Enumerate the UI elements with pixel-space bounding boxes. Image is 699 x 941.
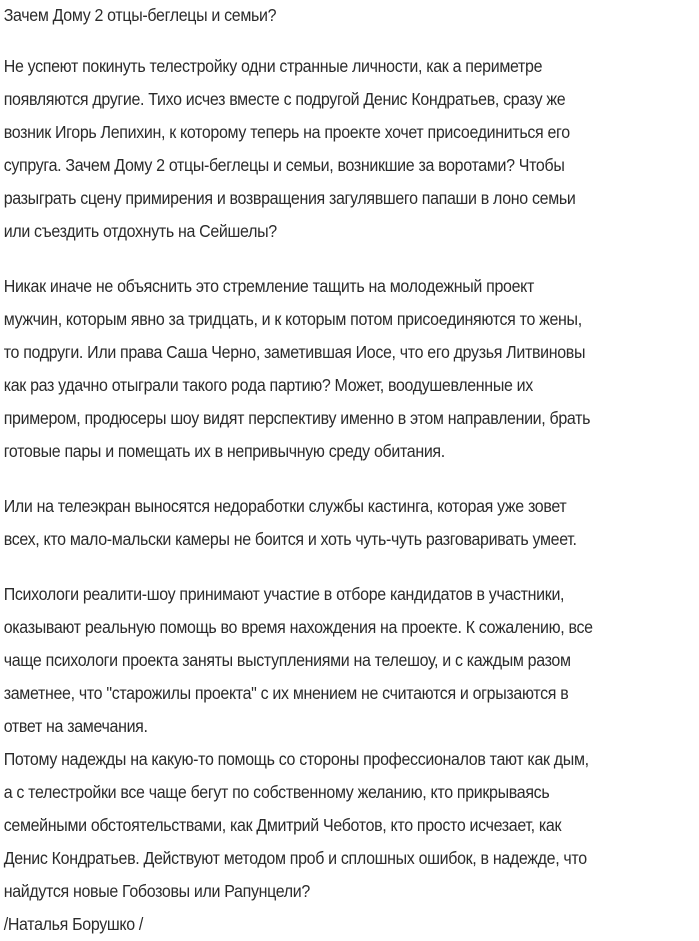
text-line: найдутся новые Гобозовы или Рапунцели? xyxy=(3,881,310,901)
paragraph-spacer xyxy=(4,468,697,490)
text-line: Психологи реалити-шоу принимают участие в отборе кандидатов в участники, xyxy=(3,584,565,604)
text-line: Денис Кондратьев. Действуют методом проб и сплошных ошибок, в надежде, что xyxy=(3,848,587,868)
paragraph-spacer xyxy=(4,556,697,578)
text-line: оказывают реальную помощь во время нахождения на проекте. К сожалению, все xyxy=(3,617,593,637)
paragraph-2 xyxy=(4,270,697,468)
text-line: готовые пары и помещать их в непривычную среду обитания. xyxy=(3,441,445,461)
author-signature: /Наталья Борушко / xyxy=(3,914,144,934)
paragraph-3 xyxy=(4,490,697,556)
text-line: мужчин, которым явно за тридцать, и к которым потом присоединяются то жены, xyxy=(3,309,582,329)
paragraph-4 xyxy=(4,578,697,908)
text-line: Или на телеэкран выносятся недоработки службы кастинга, которая уже зовет xyxy=(3,496,567,516)
text-line: семейными обстоятельствами, как Дмитрий Чеботов, кто просто исчезает, как xyxy=(3,815,562,835)
text-line: возник Игорь Лепихин, к которому теперь на проекте хочет присоединиться его xyxy=(3,122,570,142)
text-line: ответ на замечания. xyxy=(3,716,148,736)
text-line: примером, продюсеры шоу видят перспективу именно в этом направлении, брать xyxy=(3,408,591,428)
text-line: то подруги. Или права Саша Черно, заметившая Иосе, что его друзья Литвиновы xyxy=(3,342,586,362)
text-line: Не успеют покинуть телестройку одни странные личности, как а периметре xyxy=(3,56,543,76)
text-line: как раз удачно отыграли такого рода партию? Может, воодушевленные их xyxy=(3,375,533,395)
text-line: Потому надежды на какую-то помощь со стороны профессионалов тают как дым, xyxy=(3,749,589,769)
text-line: супруга. Зачем Дому 2 отцы-беглецы и семьи, возникшие за воротами? Чтобы xyxy=(3,155,565,175)
text-line: появляются другие. Тихо исчез вместе с подругой Денис Кондратьев, сразу же xyxy=(3,89,566,109)
text-line: заметнее, что "старожилы проекта" с их мнением не считаются и огрызаются в xyxy=(3,683,569,703)
paragraph-spacer xyxy=(4,30,697,50)
text-line: разыграть сцену примирения и возвращения загулявшего папаши в лоно семьи xyxy=(3,188,576,208)
text-line: Никак иначе не объяснить это стремление тащить на молодежный проект xyxy=(3,276,534,296)
text-line: всех, кто мало-мальски камеры не боится и хоть чуть-чуть разговаривать умеет. xyxy=(3,529,577,549)
article-title: Зачем Дому 2 отцы-беглецы и семьи? xyxy=(3,5,277,25)
text-line: чаще психологи проекта заняты выступлениями на телешоу, и с каждым разом xyxy=(3,650,571,670)
paragraph-spacer xyxy=(4,248,697,270)
paragraph-1 xyxy=(4,50,697,248)
text-line: а с телестройки все чаще бегут по собственному желанию, кто прикрываясь xyxy=(3,782,550,802)
text-line: или съездить отдохнуть на Сейшелы? xyxy=(3,221,277,241)
